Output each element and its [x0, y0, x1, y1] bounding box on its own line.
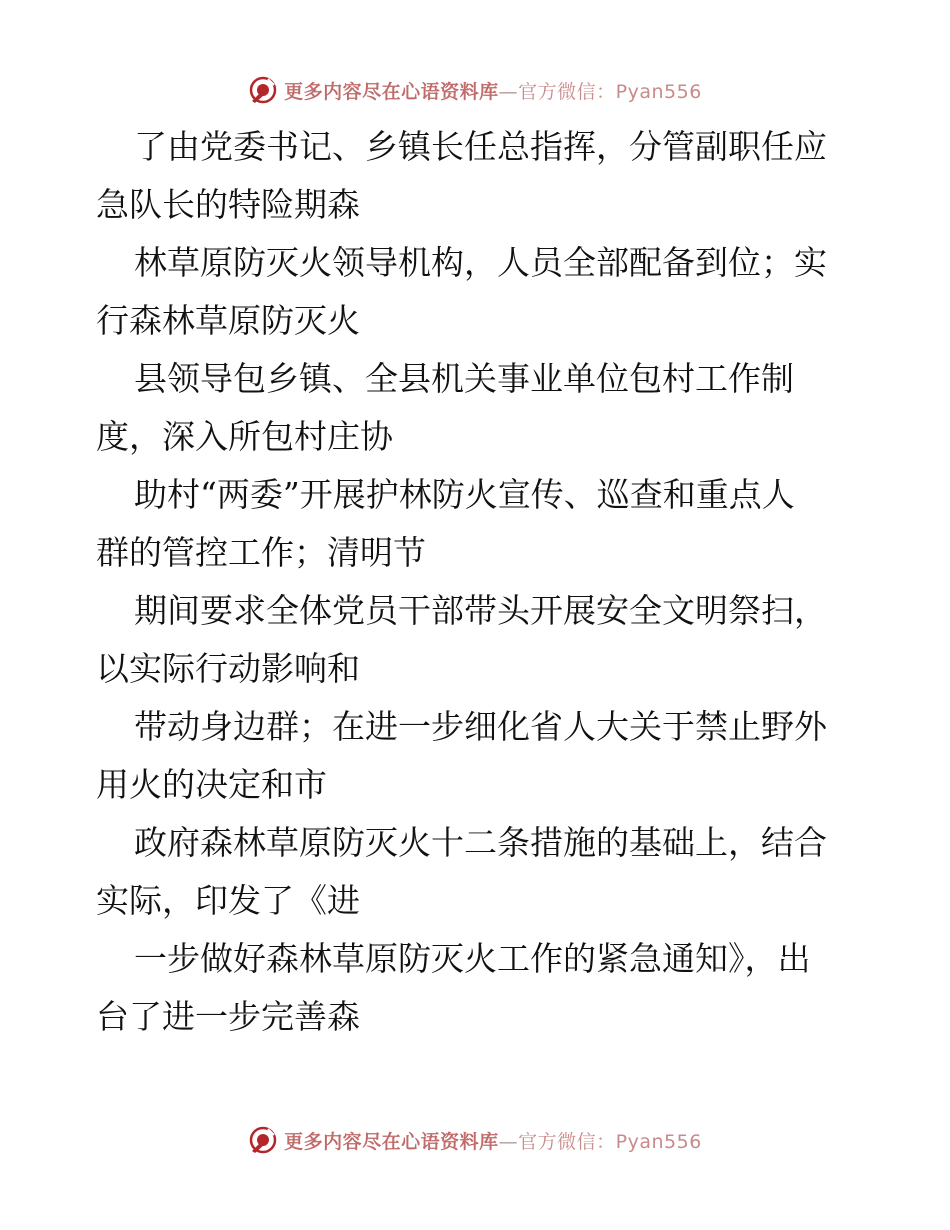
footer-watermark — [0, 1120, 950, 1160]
watermark-contact: 官方微信：Pyan556 — [518, 1130, 702, 1153]
text-line: 群的管控工作；清明节 — [96, 533, 426, 572]
text-line: 县领导包乡镇、全县机关事业单位包村工作制 — [134, 359, 794, 398]
text-line: 林草原防灭火领导机构，人员全部配备到位；实 — [134, 243, 827, 282]
text-line: 一步做好森林草原防灭火工作的紧急通知》，出 — [134, 939, 811, 978]
watermark-brand: 更多内容尽在心语资料库 — [284, 1130, 499, 1153]
text-line: 用火的决定和市 — [96, 765, 327, 804]
watermark-separator: — — [498, 80, 519, 103]
header-watermark — [0, 70, 950, 110]
text-line: 行森林草原防灭火 — [96, 301, 360, 340]
text-line: 带动身边群；在进一步细化省人大关于禁止野外 — [134, 707, 827, 746]
text-line: 台了进一步完善森 — [96, 997, 360, 1036]
text-line: 实际，印发了《进 — [96, 881, 360, 920]
text-line: 助村“两委”开展护林防火宣传、巡查和重点人 — [134, 475, 795, 514]
watermark-separator: — — [498, 1130, 519, 1153]
text-line: 了由党委书记、乡镇长任总指挥，分管副职任应 — [134, 127, 827, 166]
watermark-brand: 更多内容尽在心语资料库 — [284, 80, 499, 103]
text-line: 期间要求全体党员干部带头开展安全文明祭扫， — [134, 591, 827, 630]
text-line: 政府森林草原防灭火十二条措施的基础上，结合 — [134, 823, 827, 862]
text-line: 急队长的特险期森 — [96, 185, 360, 224]
watermark-contact: 官方微信：Pyan556 — [518, 80, 702, 103]
document-body — [96, 118, 866, 1046]
pen-logo-icon — [248, 75, 278, 105]
pen-logo-icon — [248, 1125, 278, 1155]
text-line: 以实际行动影响和 — [96, 649, 360, 688]
text-line: 度，深入所包村庄协 — [96, 417, 393, 456]
